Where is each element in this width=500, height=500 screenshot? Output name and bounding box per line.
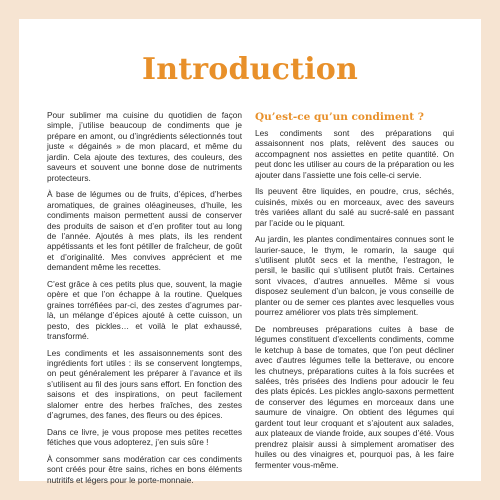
left-column xyxy=(47,110,242,491)
paragraph: Les condiments et les assaisonnements sont des ingrédients fort utiles : ils se conservent longtemps, on peut généralement les préparer à l’avance et ils s’utilisent au fil des jours sans effort. En fonction des saisons et des inspirations, on peut facilement slalomer entre des herbes fraîches, des zestes d’agrumes, des fanes, des fleurs ou des épices. xyxy=(47,347,242,421)
paragraph: Les condiments sont des préparations qui assaisonnent nos plats, relèvent des sauces ou accompagnent nos assiettes en petite quantité. On peut donc les utiliser au cours de la préparation ou les ajouter dans l’assiette une fois celle-ci servie. xyxy=(255,128,454,180)
paragraph: À base de légumes ou de fruits, d’épices, d’herbes aromatiques, de graines oléagineuses, d’huile, les condiments maison permettent aussi de conserver des produits de saison et d’en profiter tout au long de l’année. Ajoutés à mes plats, ils les rendent appétissants et les font pétiller de fraîcheur, de goût et d’originalité. Mes convives apprécient et me demandent même les recettes. xyxy=(47,189,242,273)
paragraph: Dans ce livre, je vous propose mes petites recettes fétiches que vous adopterez, j’en suis sûre ! xyxy=(47,426,242,448)
page xyxy=(19,19,481,485)
paragraph: Au jardin, les plantes condimentaires connues sont le laurier-sauce, le thym, le romarin, la sauge qui s’utilisent plutôt secs et la menthe, l’estragon, le persil, le basilic qui s’utilisent plutôt frais. Certaines sont vivaces, d’autres annuelles. Même si vous disposez seulement d’un balcon, je vous conseille de planter ou de semer ces plantes avec lesquelles vous pourrez améliorer vos plats très simplement. xyxy=(255,234,454,318)
paragraph: À consommer sans modération car ces condiments sont créés pour être sains, riches en bons éléments nutritifs et légers pour le porte-monnaie. xyxy=(47,453,242,485)
page-title: Introduction xyxy=(141,52,359,87)
section-heading: Qu’est-ce qu’un condiment ? xyxy=(255,111,424,123)
paragraph: Ils peuvent être liquides, en poudre, crus, séchés, cuisinés, mixés ou en morceaux, avec des saveurs très variées allant du salé au sucré-salé en passant par l’acide ou le piquant. xyxy=(255,186,454,228)
paragraph: De nombreuses préparations cuites à base de légumes constituent d’excellents condiments, comme le ketchup à base de tomates, que l’on peut décliner avec d’autres légumes telle la betterave, ou encore les chutneys, préparations cuites à la fois sucrées et salées, très prisées des Indiens pour adoucir le feu des plats épicés. Les pickles anglo-saxons permettent de conserver des légumes en morceaux dans une saumure de vinaigre. On obtient des légumes qui gardent tout leur croquant et s’ajoutent aux salades, aux plateaux de viande froide, aux soupes d’été. Vous prendrez plaisir aussi à simplement aromatiser des huiles ou des vinaigres et, pourquoi pas, à les faire fermenter vous-même. xyxy=(255,323,454,470)
right-column xyxy=(255,128,454,476)
paragraph: C’est grâce à ces petits plus que, souvent, la magie opère et que l’on échappe à la routine. Quelques graines torréfiées par-ci, des zestes d’agrumes par-là, un mélange d’épices ajouté à cette cuisson, un pesto, des pickles… et voilà le plat exhaussé, transformé. xyxy=(47,278,242,342)
paragraph: Pour sublimer ma cuisine du quotidien de façon simple, j’utilise beaucoup de condiments que je prépare en amont, ou d’ingrédients sélectionnés tout juste « dégainés » de mon placard, et même du jardin. Cela ajoute des textures, des couleurs, des saveurs et souvent une bonne dose de nutriments protecteurs. xyxy=(47,110,242,183)
